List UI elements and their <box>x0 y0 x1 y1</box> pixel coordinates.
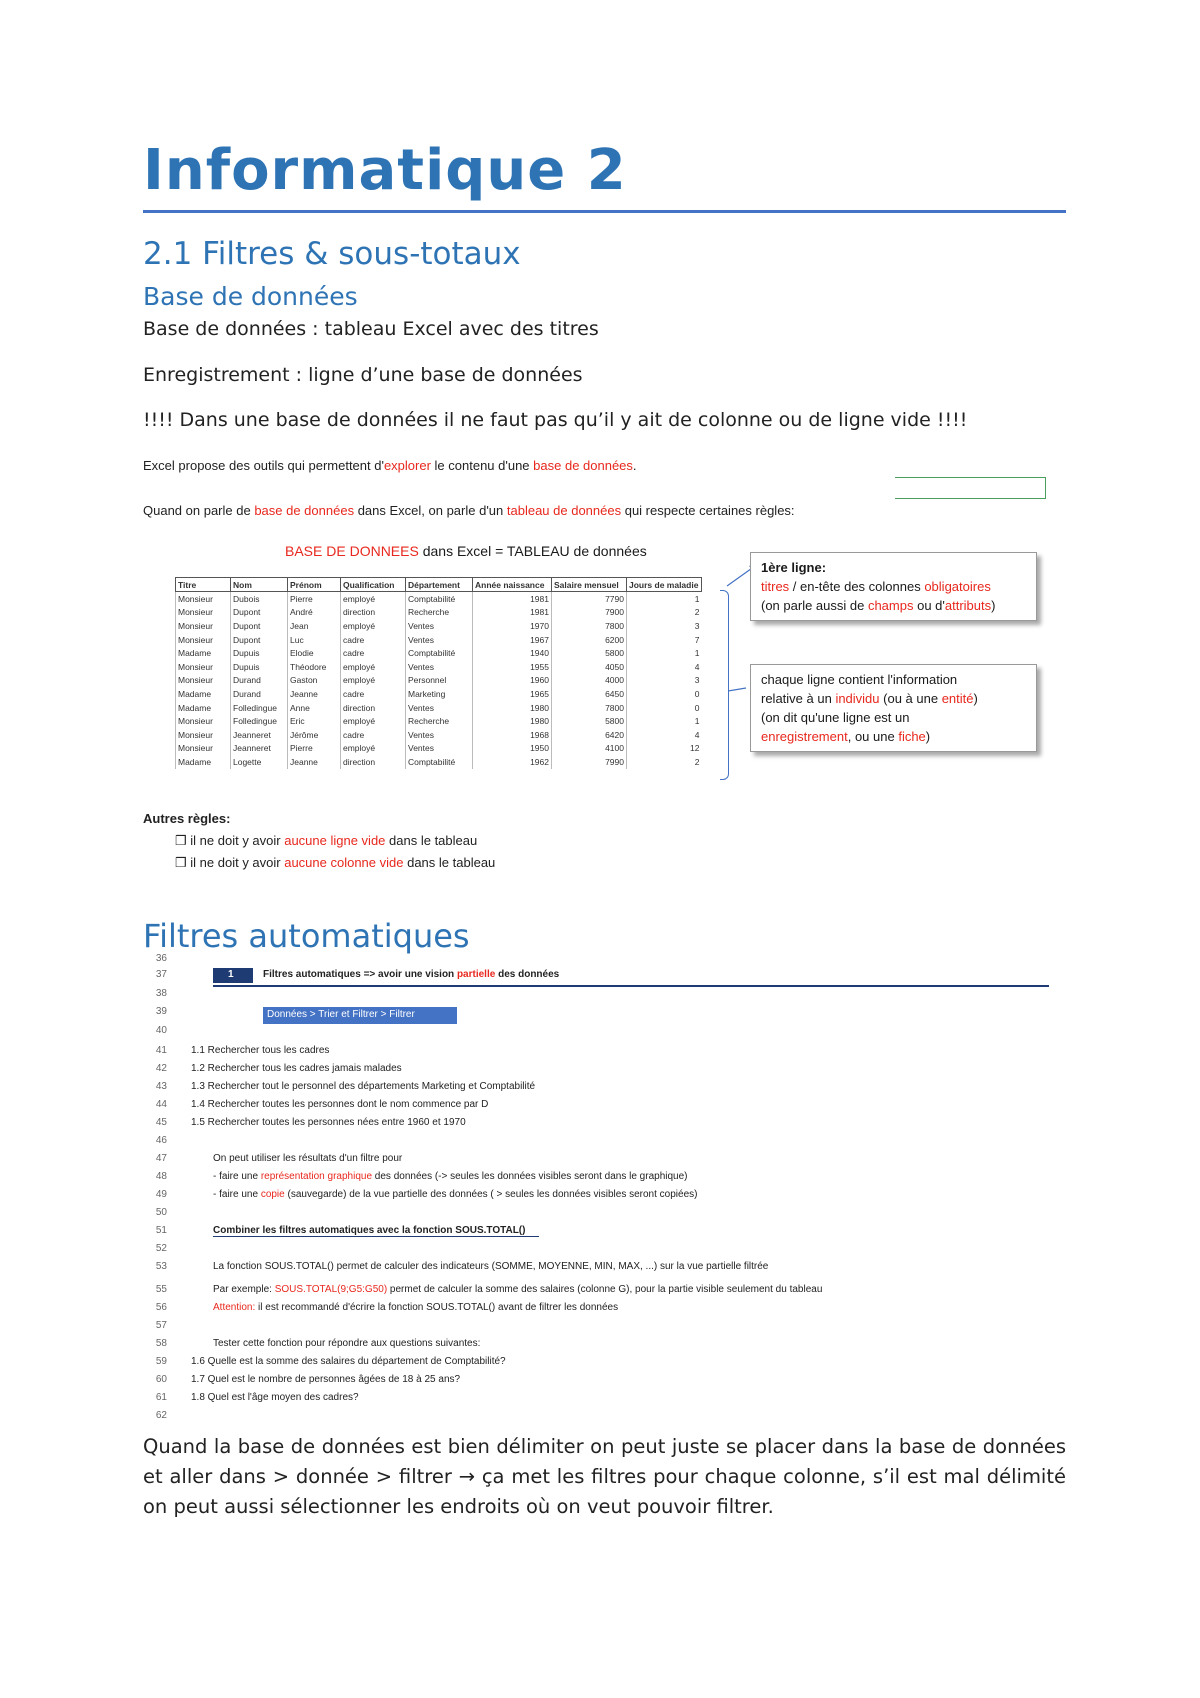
row-number: 50 <box>155 1207 167 1218</box>
table-cell: Recherche <box>406 714 473 728</box>
table-cell: Gaston <box>288 674 341 688</box>
table-cell: employé <box>341 592 406 606</box>
question-1-7: 1.7 Quel est le nombre de personnes âgées de 18 à 25 ans? <box>191 1374 461 1385</box>
rule-no-empty-row: ❒ il ne doit y avoir aucune ligne vide dans le tableau <box>175 833 478 848</box>
step-number: 1 <box>228 969 234 980</box>
table-cell: Monsieur <box>176 714 231 728</box>
table-cell: Dubois <box>231 592 288 606</box>
table-cell: 1965 <box>473 687 552 701</box>
table-cell: Monsieur <box>176 606 231 620</box>
table-row <box>176 619 702 633</box>
table-cell: Luc <box>288 633 341 647</box>
title-underline <box>143 210 1066 213</box>
table-cell: 6450 <box>552 687 627 701</box>
col-header: Titre <box>176 578 231 592</box>
table-row <box>176 660 702 674</box>
paragraph-definition: Base de données : tableau Excel avec des titres <box>143 318 599 340</box>
table-cell: 0 <box>627 701 702 715</box>
table-cell: Monsieur <box>176 728 231 742</box>
table-cell: Monsieur <box>176 660 231 674</box>
row-number: 52 <box>155 1243 167 1254</box>
row-number: 48 <box>155 1171 167 1182</box>
table-cell: Ventes <box>406 728 473 742</box>
table-cell: Monsieur <box>176 674 231 688</box>
table-cell: 1970 <box>473 619 552 633</box>
bullet-icon: ❒ <box>175 833 191 848</box>
table-row <box>176 701 702 715</box>
question-1-2: 1.2 Rechercher tous les cadres jamais malades <box>191 1063 402 1074</box>
usage-intro: On peut utiliser les résultats d'un filtre pour <box>213 1153 403 1164</box>
row-number: 62 <box>155 1410 167 1421</box>
bracket-rows <box>720 590 729 780</box>
table-cell: Recherche <box>406 606 473 620</box>
table-cell: Personnel <box>406 674 473 688</box>
table-row <box>176 728 702 742</box>
question-1-8: 1.8 Quel est l'âge moyen des cadres? <box>191 1392 359 1403</box>
table-cell: Comptabilité <box>406 755 473 769</box>
row-number: 46 <box>155 1135 167 1146</box>
rule-no-empty-column: ❒ il ne doit y avoir aucune colonne vide dans le tableau <box>175 855 496 870</box>
table-row <box>176 742 702 756</box>
table-cell: Pierre <box>288 742 341 756</box>
table-cell: Monsieur <box>176 633 231 647</box>
table-cell: 1981 <box>473 592 552 606</box>
col-header: Département <box>406 578 473 592</box>
table-cell: Dupuis <box>231 646 288 660</box>
table-cell: 4 <box>627 660 702 674</box>
table-cell: 7800 <box>552 701 627 715</box>
row-number: 51 <box>155 1225 167 1236</box>
table-row <box>176 714 702 728</box>
table-cell: Ventes <box>406 742 473 756</box>
question-1-3: 1.3 Rechercher tout le personnel des départements Marketing et Comptabilité <box>191 1081 536 1092</box>
table-cell: 6420 <box>552 728 627 742</box>
table-cell: 2 <box>627 755 702 769</box>
row-number: 60 <box>155 1374 167 1385</box>
combine-heading: Combiner les filtres automatiques avec la fonction SOUS.TOTAL() <box>213 1225 539 1237</box>
row-number: 57 <box>155 1320 167 1331</box>
table-cell: Dupont <box>231 606 288 620</box>
table-cell: Ventes <box>406 619 473 633</box>
table-cell: Folledingue <box>231 701 288 715</box>
row-number: 59 <box>155 1356 167 1367</box>
table-cell: 1950 <box>473 742 552 756</box>
table-cell: employé <box>341 619 406 633</box>
usage-copy: - faire une copie (sauvegarde) de la vue partielle des données ( > seules les données visibles seront copiées) <box>213 1189 698 1200</box>
section-underline <box>213 985 1049 987</box>
table-cell: Jeanne <box>288 755 341 769</box>
table-cell: 1968 <box>473 728 552 742</box>
table-cell: 1 <box>627 646 702 660</box>
table-cell: employé <box>341 742 406 756</box>
table-cell: cadre <box>341 646 406 660</box>
col-header: Nom <box>231 578 288 592</box>
table-row <box>176 674 702 688</box>
table-cell: 7800 <box>552 619 627 633</box>
table-cell: 1 <box>627 714 702 728</box>
connector-to-callout <box>728 686 748 696</box>
filters-heading: Filtres automatiques <box>143 917 470 955</box>
menu-path: Données > Trier et Filtrer > Filtrer <box>267 1009 415 1020</box>
table-row <box>176 755 702 769</box>
table-cell: employé <box>341 660 406 674</box>
table-cell: 1980 <box>473 714 552 728</box>
question-1-6: 1.6 Quelle est la somme des salaires du département de Comptabilité? <box>191 1356 506 1367</box>
table-cell: Jeanneret <box>231 742 288 756</box>
excel-sheet-excerpt <box>143 953 963 1421</box>
question-1-1: 1.1 Rechercher tous les cadres <box>191 1045 330 1056</box>
row-number: 42 <box>155 1063 167 1074</box>
table-cell: Comptabilité <box>406 592 473 606</box>
row-number: 44 <box>155 1099 167 1110</box>
table-row <box>176 606 702 620</box>
table-cell: Eric <box>288 714 341 728</box>
row-number: 56 <box>155 1302 167 1313</box>
table-cell: Ventes <box>406 701 473 715</box>
row-number: 45 <box>155 1117 167 1128</box>
table-cell: Dupont <box>231 619 288 633</box>
table-cell: Marketing <box>406 687 473 701</box>
table-cell: employé <box>341 674 406 688</box>
table-cell: 4100 <box>552 742 627 756</box>
table-cell: 0 <box>627 687 702 701</box>
paragraph-warning: !!!! Dans une base de données il ne faut pas qu’il y ait de colonne ou de ligne vide !!!! <box>143 409 968 431</box>
row-number: 55 <box>155 1284 167 1295</box>
table-cell: Elodie <box>288 646 341 660</box>
section-header: Filtres automatiques => avoir une vision partielle des données <box>263 969 560 980</box>
table-cell: 2 <box>627 606 702 620</box>
table-cell: 6200 <box>552 633 627 647</box>
table-cell: Dupont <box>231 633 288 647</box>
row-number: 38 <box>155 988 167 999</box>
table-cell: Folledingue <box>231 714 288 728</box>
table-cell: Ventes <box>406 660 473 674</box>
table-row <box>176 633 702 647</box>
table-cell: Jérôme <box>288 728 341 742</box>
database-table <box>175 577 702 769</box>
col-header: Qualification <box>341 578 406 592</box>
row-number: 58 <box>155 1338 167 1349</box>
table-cell: 7990 <box>552 755 627 769</box>
table-cell: Dupuis <box>231 660 288 674</box>
table-header-row <box>176 578 702 592</box>
table-cell: Madame <box>176 701 231 715</box>
callout-each-row: chaque ligne contient l'information relative à un individu (ou à une entité) (on dit qu'une ligne est un enregistrement, ou une fiche) <box>750 664 1037 752</box>
table-cell: 3 <box>627 674 702 688</box>
col-header: Jours de maladie <box>627 578 702 592</box>
table-cell: Monsieur <box>176 742 231 756</box>
table-cell: Madame <box>176 646 231 660</box>
table-cell: Théodore <box>288 660 341 674</box>
document-title: Informatique 2 <box>143 138 627 203</box>
table-cell: 3 <box>627 619 702 633</box>
table-cell: direction <box>341 755 406 769</box>
table-cell: Jeanneret <box>231 728 288 742</box>
row-number: 40 <box>155 1025 167 1036</box>
table-cell: direction <box>341 606 406 620</box>
subtotal-attention: Attention: il est recommandé d'écrire la fonction SOUS.TOTAL() avant de filtrer les données <box>213 1302 619 1313</box>
table-cell: Comptabilité <box>406 646 473 660</box>
table-cell: Pierre <box>288 592 341 606</box>
table-cell: 1981 <box>473 606 552 620</box>
table-cell: cadre <box>341 633 406 647</box>
section-heading: 2.1 Filtres & sous-totaux <box>143 236 521 272</box>
table-row <box>176 646 702 660</box>
row-number: 36 <box>155 953 167 964</box>
table-cell: 7900 <box>552 606 627 620</box>
row-number: 49 <box>155 1189 167 1200</box>
table-cell: André <box>288 606 341 620</box>
table-cell: 12 <box>627 742 702 756</box>
test-intro: Tester cette fonction pour répondre aux questions suivantes: <box>213 1338 481 1349</box>
table-cell: 1955 <box>473 660 552 674</box>
subtotal-example: Par exemple: SOUS.TOTAL(9;G5:G50) permet de calculer la somme des salaires (colonne G), pour la partie visible seulement du tableau <box>213 1284 823 1295</box>
table-cell: Jean <box>288 619 341 633</box>
paragraph-record: Enregistrement : ligne d’une base de données <box>143 364 583 386</box>
usage-graph: - faire une représentation graphique des données (-> seules les données visibles seront dans le graphique) <box>213 1171 688 1182</box>
table-row <box>176 687 702 701</box>
table-cell: cadre <box>341 687 406 701</box>
table-cell: Logette <box>231 755 288 769</box>
table-cell: Jeanne <box>288 687 341 701</box>
row-number: 41 <box>155 1045 167 1056</box>
table-cell: direction <box>341 701 406 715</box>
row-number: 39 <box>155 1006 167 1017</box>
table-cell: cadre <box>341 728 406 742</box>
row-number: 47 <box>155 1153 167 1164</box>
table-cell: 4 <box>627 728 702 742</box>
excel-rules-line: Quand on parle de base de données dans Excel, on parle d'un tableau de données qui respecte certaines règles: <box>143 503 795 518</box>
table-cell: 1940 <box>473 646 552 660</box>
table-cell: Anne <box>288 701 341 715</box>
table-cell: 5800 <box>552 714 627 728</box>
table-cell: Madame <box>176 687 231 701</box>
table-cell: 1980 <box>473 701 552 715</box>
table-cell: Madame <box>176 755 231 769</box>
callout-first-row: 1ère ligne: titres / en-tête des colonnes obligatoires (on parle aussi de champs ou d'attributs) <box>750 552 1037 621</box>
table-cell: 1 <box>627 592 702 606</box>
subtotal-description: La fonction SOUS.TOTAL() permet de calculer des indicateurs (SOMME, MOYENNE, MIN, MAX, ...) sur la vue partielle filtrée <box>213 1261 769 1272</box>
table-cell: employé <box>341 714 406 728</box>
table-cell: 7790 <box>552 592 627 606</box>
table-cell: 1962 <box>473 755 552 769</box>
table-cell: Monsieur <box>176 619 231 633</box>
row-number: 61 <box>155 1392 167 1403</box>
table-cell: 1960 <box>473 674 552 688</box>
table-cell: 4000 <box>552 674 627 688</box>
row-number: 53 <box>155 1261 167 1272</box>
col-header: Année naissance <box>473 578 552 592</box>
table-cell: Monsieur <box>176 592 231 606</box>
table-cell: Ventes <box>406 633 473 647</box>
table-cell: 4050 <box>552 660 627 674</box>
table-caption: BASE DE DONNEES dans Excel = TABLEAU de données <box>285 543 647 559</box>
col-header: Prénom <box>288 578 341 592</box>
table-row <box>176 592 702 606</box>
other-rules-title: Autres règles: <box>143 811 231 826</box>
table-cell: 1967 <box>473 633 552 647</box>
question-1-4: 1.4 Rechercher toutes les personnes dont le nom commence par D <box>191 1099 489 1110</box>
table-cell: 5800 <box>552 646 627 660</box>
row-number: 37 <box>155 969 167 980</box>
question-1-5: 1.5 Rechercher toutes les personnes nées entre 1960 et 1970 <box>191 1117 466 1128</box>
col-header: Salaire mensuel <box>552 578 627 592</box>
subsection-heading: Base de données <box>143 282 358 311</box>
excel-intro-line: Excel propose des outils qui permettent d'explorer le contenu d'une base de données. <box>143 458 637 473</box>
table-cell: Durand <box>231 687 288 701</box>
bullet-icon: ❒ <box>175 855 191 870</box>
green-marker-box <box>895 477 1046 499</box>
closing-paragraph: Quand la base de données est bien délimiter on peut juste se placer dans la base de données et aller dans > donnée > filtrer → ça met les filtres pour chaque colonne, s’il est mal délimité on peut aussi sélectionner les endroits où on veut pouvoir filtrer. <box>143 1435 1066 1518</box>
row-number: 43 <box>155 1081 167 1092</box>
table-cell: Durand <box>231 674 288 688</box>
table-cell: 7 <box>627 633 702 647</box>
